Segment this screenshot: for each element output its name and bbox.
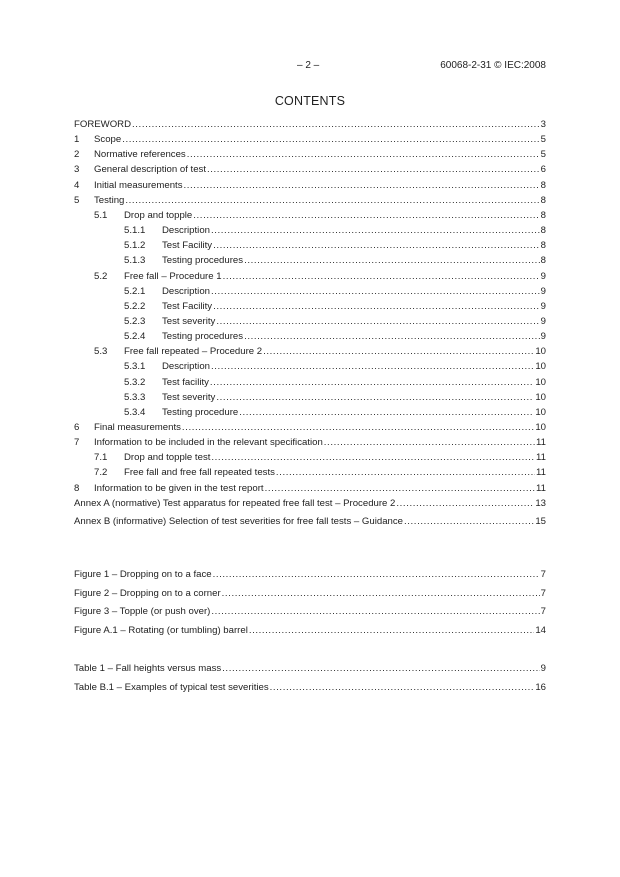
toc-entry[interactable] (74, 116, 546, 131)
dot-leader (249, 625, 534, 637)
standard-reference: 60068-2-31 © IEC:2008 (440, 60, 546, 71)
toc-entry-page: 5 (540, 134, 546, 145)
toc-entry-number: 5.2.4 (124, 331, 146, 342)
toc-entry-number: 8 (74, 483, 80, 494)
dot-leader (263, 346, 534, 358)
dot-leader (125, 195, 539, 207)
dot-leader (182, 422, 534, 434)
toc-entry-title: Testing procedure (162, 407, 239, 418)
toc-entry-number: 2 (74, 149, 80, 160)
toc-entry-page: 9 (540, 271, 546, 282)
toc-entry-title: Test severity (162, 316, 216, 327)
toc-entry-title: Normative references (94, 149, 186, 160)
toc-entry-page: 13 (535, 498, 546, 509)
toc-entry-page: 10 (535, 346, 546, 357)
dot-leader (244, 331, 540, 343)
dot-leader (187, 149, 540, 161)
dot-leader (216, 316, 539, 328)
toc-entry-title: Figure A.1 – Rotating (or tumbling) barrel (74, 625, 248, 636)
toc-entry-page: 11 (536, 483, 546, 494)
dot-leader (122, 134, 539, 146)
toc-entry-page: 8 (540, 240, 546, 251)
toc-entry-number: 1 (74, 134, 80, 145)
table-entry[interactable] (74, 679, 546, 694)
toc-entry[interactable] (74, 343, 546, 358)
toc-entry[interactable] (74, 237, 546, 252)
toc-entry-page: 7 (540, 606, 546, 617)
toc-entry[interactable] (74, 480, 546, 495)
toc-entry-number: 5.2 (94, 271, 108, 282)
dot-leader (222, 588, 540, 600)
toc-entry[interactable] (74, 374, 546, 389)
dot-leader (211, 606, 539, 618)
toc-entry[interactable] (74, 449, 546, 464)
toc-entry-title: Test Facility (162, 240, 213, 251)
toc-entry-number: 5.3.3 (124, 392, 146, 403)
toc-entry-number: 5 (74, 195, 80, 206)
table-entry[interactable] (74, 660, 546, 675)
toc-entry-page: 10 (535, 407, 546, 418)
toc-entry[interactable] (74, 328, 546, 343)
toc-entry[interactable] (74, 298, 546, 313)
toc-entry-page: 10 (535, 377, 546, 388)
toc-entry-page: 8 (540, 180, 546, 191)
toc-entry-title: Annex B (informative) Selection of test severities for free fall tests – Guidance (74, 516, 404, 527)
toc-entry-title: FOREWORD (74, 119, 132, 130)
toc-entry-page: 9 (540, 331, 546, 342)
toc-entry-page: 11 (536, 437, 546, 448)
contents-title: CONTENTS (274, 94, 346, 108)
dot-leader (244, 255, 540, 267)
toc-entry-number: 5.3.2 (124, 377, 146, 388)
toc-entry-number: 7.1 (94, 452, 108, 463)
toc-entry-page: 9 (540, 286, 546, 297)
dot-leader (213, 569, 540, 581)
dot-leader (222, 663, 539, 675)
toc-entry-title: Annex A (normative) Test apparatus for repeated free fall test – Procedure 2 (74, 498, 396, 509)
dot-leader (207, 164, 540, 176)
toc-entry-title: Testing procedures (162, 255, 244, 266)
toc-entry[interactable] (74, 313, 546, 328)
toc-entry-page: 7 (540, 588, 546, 599)
toc-entry[interactable] (74, 434, 546, 449)
toc-entry[interactable] (74, 222, 546, 237)
dot-leader (211, 225, 540, 237)
toc-entry-page: 8 (540, 225, 546, 236)
toc-entry-page: 10 (535, 361, 546, 372)
toc-entry[interactable] (74, 358, 546, 373)
toc-entry[interactable] (74, 268, 546, 283)
toc-entry[interactable] (74, 404, 546, 419)
figure-entry[interactable] (74, 585, 546, 600)
dot-leader (211, 452, 535, 464)
dot-leader (265, 483, 535, 495)
dot-leader (211, 361, 534, 373)
toc-entry-number: 3 (74, 164, 80, 175)
dot-leader (396, 498, 534, 510)
toc-entry[interactable] (74, 131, 546, 146)
toc-entry-number: 5.2.1 (124, 286, 146, 297)
toc-entry-number: 5.1.2 (124, 240, 146, 251)
toc-entry-number: 7.2 (94, 467, 108, 478)
toc-entry-page: 10 (535, 392, 546, 403)
toc-entry-title: Test Facility (162, 301, 213, 312)
toc-entry-number: 5.1 (94, 210, 108, 221)
toc-entry-title: Description (162, 361, 210, 372)
toc-entry[interactable] (74, 283, 546, 298)
toc-entry-title: Information to be included in the relevant specification (94, 437, 323, 448)
toc-entry-number: 5.3 (94, 346, 108, 357)
toc-entry-number: 5.1.3 (124, 255, 146, 266)
dot-leader (213, 240, 540, 252)
toc-entry[interactable] (74, 495, 546, 510)
toc-entry-title: Drop and topple test (124, 452, 211, 463)
dot-leader (239, 407, 534, 419)
toc-entry-title: Testing (94, 195, 125, 206)
toc-entry[interactable] (74, 513, 546, 528)
dot-leader (210, 377, 534, 389)
dot-leader (213, 301, 540, 313)
toc-entry-title: Information to be given in the test report (94, 483, 264, 494)
dot-leader (132, 119, 540, 131)
toc-entry-title: Initial measurements (94, 180, 183, 191)
toc-entry-title: Free fall repeated – Procedure 2 (124, 346, 263, 357)
toc-entry-number: 5.1.1 (124, 225, 146, 236)
dot-leader (184, 180, 540, 192)
toc-entry-page: 10 (535, 422, 546, 433)
toc-entry-title: Free fall – Procedure 1 (124, 271, 222, 282)
toc-entry-page: 6 (540, 164, 546, 175)
toc-entry-page: 8 (540, 195, 546, 206)
figure-entry[interactable] (74, 566, 546, 581)
toc-entry-page: 8 (540, 210, 546, 221)
dot-leader (270, 682, 535, 694)
toc-entry-title: Free fall and free fall repeated tests (124, 467, 275, 478)
figure-entry[interactable] (74, 622, 546, 637)
toc-entry[interactable] (74, 207, 546, 222)
toc-entry-title: Figure 3 – Topple (or push over) (74, 606, 211, 617)
toc-entry-title: Figure 2 – Dropping on to a corner (74, 588, 221, 599)
toc-entry-page: 16 (535, 682, 546, 693)
toc-entry-page: 7 (540, 569, 546, 580)
toc-entry-page: 8 (540, 255, 546, 266)
toc-entry-number: 5.2.2 (124, 301, 146, 312)
toc-entry-page: 14 (535, 625, 546, 636)
toc-entry[interactable] (74, 161, 546, 176)
toc-entry-title: Test severity (162, 392, 216, 403)
toc-entry-number: 7 (74, 437, 80, 448)
dot-leader (223, 271, 540, 283)
dot-leader (404, 516, 534, 528)
toc-entry[interactable] (74, 464, 546, 479)
toc-entry-title: Testing procedures (162, 331, 244, 342)
toc-entry[interactable] (74, 146, 546, 161)
toc-entry-title: Final measurements (94, 422, 181, 433)
toc-entry-title: Table 1 – Fall heights versus mass (74, 663, 222, 674)
toc-entry-page: 11 (536, 467, 546, 478)
toc-entry-number: 5.3.1 (124, 361, 146, 372)
toc-entry[interactable] (74, 177, 546, 192)
toc-entry-title: Description (162, 286, 210, 297)
toc-entry-number: 4 (74, 180, 80, 191)
toc-entry-page: 5 (540, 149, 546, 160)
toc-entry[interactable] (74, 252, 546, 267)
toc-entry-title: Drop and topple (124, 210, 193, 221)
figure-entry[interactable] (74, 603, 546, 618)
dot-leader (216, 392, 534, 404)
page-number: – 2 – (297, 60, 320, 71)
toc-entry[interactable] (74, 419, 546, 434)
toc-entry-title: Table B.1 – Examples of typical test severities (74, 682, 269, 693)
toc-entry-number: 6 (74, 422, 80, 433)
dot-leader (193, 210, 539, 222)
toc-entry-page: 11 (536, 452, 546, 463)
dot-leader (276, 467, 535, 479)
toc-entry-page: 9 (540, 663, 546, 674)
toc-entry[interactable] (74, 389, 546, 404)
dot-leader (324, 437, 535, 449)
toc-entry-page: 15 (535, 516, 546, 527)
toc-entry-page: 3 (540, 119, 546, 130)
toc-entry-number: 5.2.3 (124, 316, 146, 327)
toc-entry-title: Figure 1 – Dropping on to a face (74, 569, 212, 580)
toc-entry-number: 5.3.4 (124, 407, 146, 418)
dot-leader (211, 286, 540, 298)
toc-entry-title: General description of test (94, 164, 206, 175)
toc-entry[interactable] (74, 192, 546, 207)
toc-entry-page: 9 (540, 316, 546, 327)
toc-entry-title: Test facility (162, 377, 209, 388)
toc-entry-page: 9 (540, 301, 546, 312)
toc-entry-title: Description (162, 225, 210, 236)
toc-entry-title: Scope (94, 134, 122, 145)
